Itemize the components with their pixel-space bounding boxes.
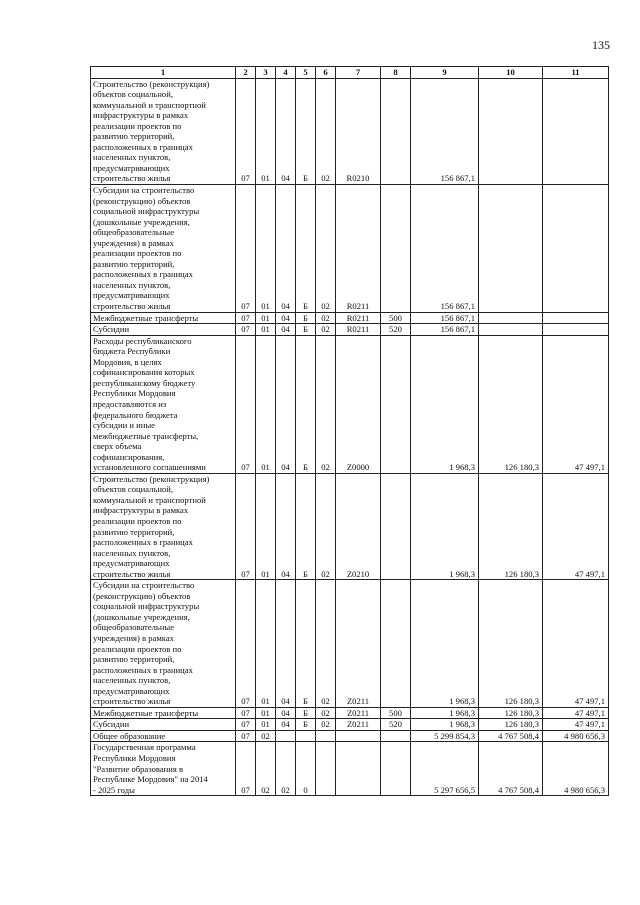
section-code: 07: [236, 580, 256, 708]
event-code: 02: [316, 312, 336, 324]
section-code: 07: [236, 719, 256, 731]
event-code: 02: [316, 707, 336, 719]
event-code: 02: [316, 719, 336, 731]
program-code: 04: [276, 324, 296, 336]
table-row: [91, 730, 609, 742]
program-code: 04: [276, 78, 296, 184]
amount-col-10: [479, 324, 543, 336]
amount-col-11: 47 497,1: [543, 473, 609, 579]
column-header: 11: [543, 67, 609, 79]
program-code: 04: [276, 719, 296, 731]
expense-type-code: [381, 335, 411, 473]
subsection-code: 01: [256, 185, 276, 313]
row-name: Расходы республиканского бюджета Республики Мордовия, в целях софинансирования которых республиканскому бюджету Республики Мордовия предоставляются из федерального бюджета субсидии и иные межбюджетные трансферты, сверх объема софинансирования, установленного соглашениями: [91, 335, 236, 473]
subprogram-code: Б: [296, 580, 316, 708]
amount-col-9: 5 297 656,5: [411, 742, 479, 796]
target-article-code: Z0211: [336, 707, 381, 719]
expense-type-code: [381, 730, 411, 742]
program-code: 04: [276, 185, 296, 313]
section-code: 07: [236, 742, 256, 796]
subprogram-code: Б: [296, 719, 316, 731]
event-code: 02: [316, 324, 336, 336]
column-header: 6: [316, 67, 336, 79]
subprogram-code: Б: [296, 473, 316, 579]
target-article-code: Z0210: [336, 473, 381, 579]
amount-col-9: 1 968,3: [411, 335, 479, 473]
target-article-code: R0211: [336, 324, 381, 336]
amount-col-9: 1 968,3: [411, 580, 479, 708]
amount-col-9: 156 867,1: [411, 78, 479, 184]
section-code: 07: [236, 335, 256, 473]
expense-type-code: 500: [381, 707, 411, 719]
table-row: [91, 719, 609, 731]
subprogram-code: Б: [296, 185, 316, 313]
budget-table: [90, 66, 609, 796]
event-code: 02: [316, 78, 336, 184]
amount-col-11: [543, 312, 609, 324]
column-header: 9: [411, 67, 479, 79]
subsection-code: 01: [256, 335, 276, 473]
event-code: 02: [316, 473, 336, 579]
amount-col-10: 126 180,3: [479, 473, 543, 579]
subprogram-code: Б: [296, 335, 316, 473]
event-code: 02: [316, 335, 336, 473]
row-name: Межбюджетные трансферты: [91, 312, 236, 324]
table-row: [91, 473, 609, 579]
amount-col-10: 126 180,3: [479, 580, 543, 708]
amount-col-9: 156 867,1: [411, 312, 479, 324]
target-article-code: [336, 742, 381, 796]
table-row: [91, 324, 609, 336]
table-row: [91, 707, 609, 719]
subprogram-code: 0: [296, 742, 316, 796]
page-number: 135: [592, 38, 610, 52]
section-code: 07: [236, 185, 256, 313]
row-name: Строительство (реконструкция) объектов социальной, коммунальной и транспортной инфраструктуры в рамках реализации проектов по развитию территорий, расположенных в границах населенных пунктов, предусматривающих строительство жилья: [91, 473, 236, 579]
amount-col-10: 126 180,3: [479, 719, 543, 731]
program-code: 04: [276, 473, 296, 579]
amount-col-10: [479, 78, 543, 184]
table-row: [91, 312, 609, 324]
expense-type-code: [381, 78, 411, 184]
table-row: [91, 185, 609, 313]
amount-col-11: 47 497,1: [543, 707, 609, 719]
column-header: 7: [336, 67, 381, 79]
table-row: [91, 335, 609, 473]
expense-type-code: [381, 473, 411, 579]
amount-col-10: 4 767 508,4: [479, 742, 543, 796]
subsection-code: 01: [256, 78, 276, 184]
subsection-code: 01: [256, 473, 276, 579]
amount-col-9: 5 299 854,3: [411, 730, 479, 742]
amount-col-11: 4 980 656,3: [543, 730, 609, 742]
expense-type-code: 500: [381, 312, 411, 324]
table-row: [91, 742, 609, 796]
amount-col-9: 1 968,3: [411, 707, 479, 719]
column-header: 5: [296, 67, 316, 79]
amount-col-9: 156 867,1: [411, 185, 479, 313]
table-row: [91, 580, 609, 708]
target-article-code: Z0211: [336, 580, 381, 708]
program-code: 04: [276, 580, 296, 708]
subsection-code: 01: [256, 719, 276, 731]
amount-col-11: [543, 324, 609, 336]
row-name: Межбюджетные трансферты: [91, 707, 236, 719]
column-header: 8: [381, 67, 411, 79]
amount-col-9: 1 968,3: [411, 719, 479, 731]
subprogram-code: Б: [296, 78, 316, 184]
program-code: 04: [276, 312, 296, 324]
column-header: 10: [479, 67, 543, 79]
target-article-code: R0211: [336, 185, 381, 313]
expense-type-code: 520: [381, 324, 411, 336]
subsection-code: 01: [256, 312, 276, 324]
program-code: 04: [276, 335, 296, 473]
amount-col-11: 47 497,1: [543, 580, 609, 708]
amount-col-11: 47 497,1: [543, 335, 609, 473]
row-name: Общее образование: [91, 730, 236, 742]
section-code: 07: [236, 312, 256, 324]
target-article-code: R0210: [336, 78, 381, 184]
row-name: Государственная программа Республики Мордовия "Развитие образования в Республике Мордовия" на 2014 - 2025 годы: [91, 742, 236, 796]
section-code: 07: [236, 78, 256, 184]
target-article-code: Z0000: [336, 335, 381, 473]
subprogram-code: Б: [296, 707, 316, 719]
subprogram-code: [296, 730, 316, 742]
program-code: [276, 730, 296, 742]
expense-type-code: [381, 580, 411, 708]
column-header: 1: [91, 67, 236, 79]
subsection-code: 01: [256, 324, 276, 336]
row-name: Строительство (реконструкция) объектов социальной, коммунальной и транспортной инфраструктуры в рамках реализации проектов по развитию территорий, расположенных в границах населенных пунктов, предусматривающих строительство жилья: [91, 78, 236, 184]
event-code: 02: [316, 185, 336, 313]
amount-col-11: 47 497,1: [543, 719, 609, 731]
expense-type-code: 520: [381, 719, 411, 731]
event-code: [316, 730, 336, 742]
subprogram-code: Б: [296, 312, 316, 324]
subprogram-code: Б: [296, 324, 316, 336]
event-code: [316, 742, 336, 796]
amount-col-10: 126 180,3: [479, 335, 543, 473]
amount-col-9: 1 968,3: [411, 473, 479, 579]
table-body: [91, 78, 609, 796]
program-code: 04: [276, 707, 296, 719]
section-code: 07: [236, 730, 256, 742]
target-article-code: R0211: [336, 312, 381, 324]
subsection-code: 01: [256, 707, 276, 719]
row-name: Субсидии: [91, 719, 236, 731]
subsection-code: 02: [256, 730, 276, 742]
column-header: 2: [236, 67, 256, 79]
row-name: Субсидии: [91, 324, 236, 336]
column-header: 3: [256, 67, 276, 79]
program-code: 02: [276, 742, 296, 796]
amount-col-9: 156 867,1: [411, 324, 479, 336]
subsection-code: 02: [256, 742, 276, 796]
target-article-code: [336, 730, 381, 742]
section-code: 07: [236, 473, 256, 579]
amount-col-10: [479, 312, 543, 324]
section-code: 07: [236, 707, 256, 719]
subsection-code: 01: [256, 580, 276, 708]
expense-type-code: [381, 742, 411, 796]
event-code: 02: [316, 580, 336, 708]
amount-col-10: [479, 185, 543, 313]
amount-col-11: [543, 185, 609, 313]
column-header: 4: [276, 67, 296, 79]
table-header-row: [91, 67, 609, 79]
section-code: 07: [236, 324, 256, 336]
amount-col-11: [543, 78, 609, 184]
amount-col-10: 4 767 508,4: [479, 730, 543, 742]
row-name: Субсидии на строительство (реконструкцию) объектов социальной инфраструктуры (дошкольные учреждения, общеобразовательные учреждения) в рамках реализации проектов по развитию территорий, расположенных в границах населенных пунктов, предусматривающих строительство жилья: [91, 580, 236, 708]
expense-type-code: [381, 185, 411, 313]
amount-col-11: 4 980 656,3: [543, 742, 609, 796]
amount-col-10: 126 180,3: [479, 707, 543, 719]
target-article-code: Z0211: [336, 719, 381, 731]
table-row: [91, 78, 609, 184]
row-name: Субсидии на строительство (реконструкцию) объектов социальной инфраструктуры (дошкольные учреждения, общеобразовательные учреждения) в рамках реализации проектов по развитию территорий, расположенных в границах населенных пунктов, предусматривающих строительство жилья: [91, 185, 236, 313]
